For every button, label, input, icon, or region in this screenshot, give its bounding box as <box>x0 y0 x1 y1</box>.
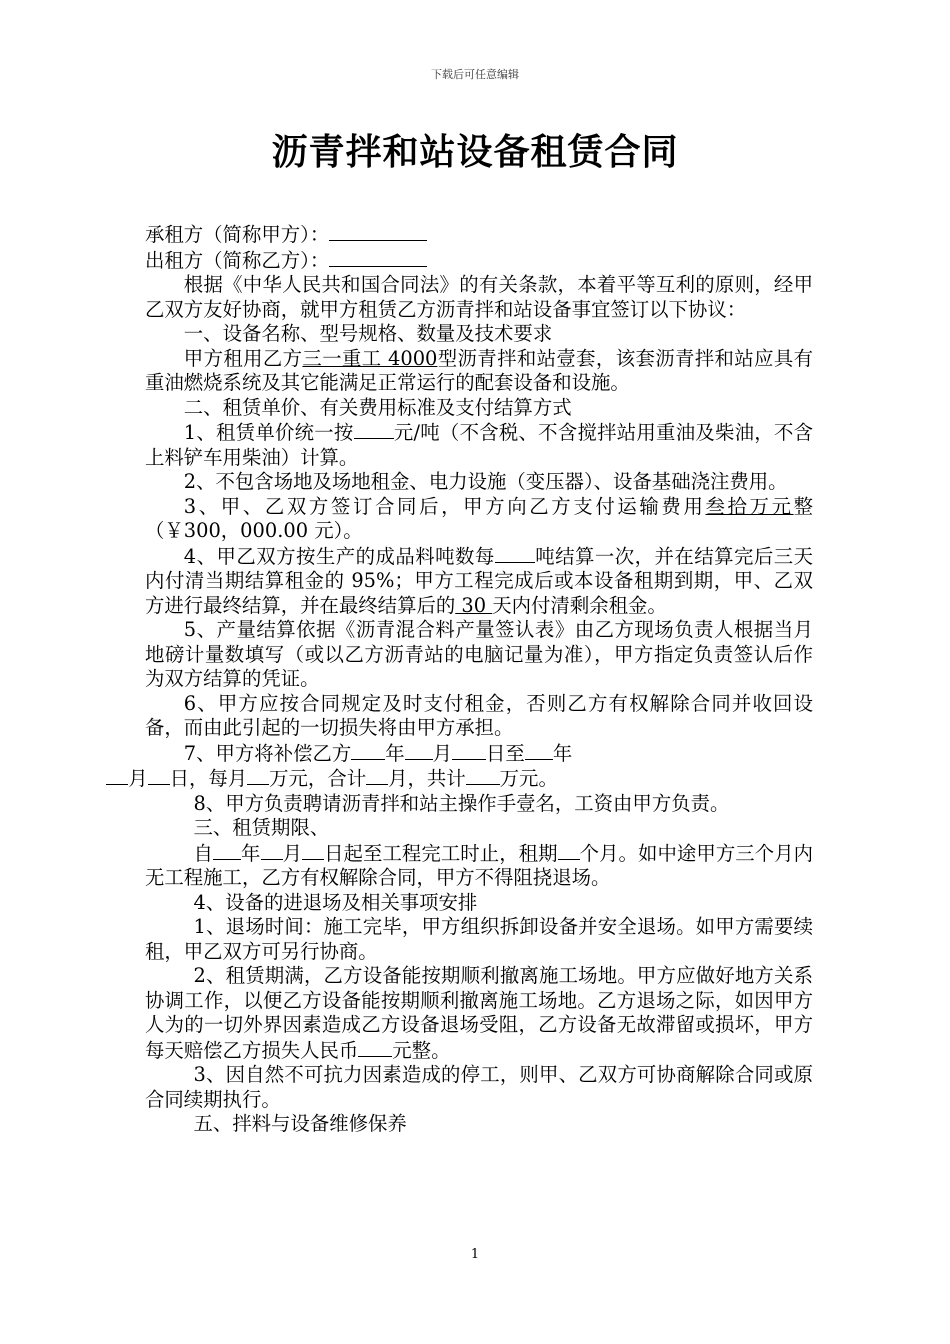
months-blank <box>366 766 388 785</box>
section-4-heading: 4、设备的进退场及相关事项安排 <box>193 890 478 914</box>
header-note: 下载后可任意编辑 <box>431 68 519 81</box>
section-4-item-2 <box>145 964 813 1063</box>
text-run: 自 <box>193 841 213 865</box>
text-run: 整（￥300，000.00 元）。 <box>145 494 813 542</box>
text-run: 元整。 <box>392 1038 451 1062</box>
equipment-model: 三一重工 4000 <box>302 346 438 370</box>
date-blank <box>351 741 385 760</box>
text-run: 年 <box>240 841 261 865</box>
unit-price-blank <box>354 420 394 439</box>
text-run: 月，共计 <box>388 767 466 790</box>
section-1-paragraph <box>145 347 813 396</box>
tonnage-blank <box>495 544 535 563</box>
text-run: 吨结算一次，并在结算完后三天内付清当期结算租金的 95%；甲方工程完成后或本设备租期到期，甲、乙双方进行最终结算，并在最终结算后的 <box>145 544 813 617</box>
text-run: 7、甲方将补偿乙方 <box>183 741 352 765</box>
text-run: 日起至工程完工时止，租期 <box>324 841 558 865</box>
text-run: 4、甲乙双方按生产的成品料吨数每 <box>183 544 495 568</box>
page-number: 1 <box>470 1247 480 1262</box>
transport-fee-amount: 叁拾万元 <box>705 494 794 518</box>
lessor-label: 出租方（简称乙方）： <box>145 248 330 272</box>
section-4-item-1: 1、退场时间：施工完毕，甲方组织拆卸设备并安全退场。如甲方需要续租，甲乙双方可另行协商。 <box>145 915 813 963</box>
date-blank <box>213 841 241 860</box>
months-blank <box>558 841 580 860</box>
text-run: 月 <box>282 841 303 865</box>
section-1-heading: 一、设备名称、型号规格、数量及技术要求 <box>183 322 553 345</box>
section-2-item-8: 8、甲方负责聘请沥青拌和站主操作手壹名，工资由甲方负责。 <box>193 791 730 815</box>
text-run: 甲方租用乙方 <box>183 346 303 370</box>
text-run: 日，每月 <box>169 767 248 790</box>
text-run: 月 <box>128 767 148 790</box>
section-3-heading: 三、租赁期限、 <box>193 816 330 839</box>
date-blank <box>261 841 283 860</box>
section-2-item-2: 2、不包含场地及场地租金、电力设施（变压器）、设备基础浇注费用。 <box>183 470 788 493</box>
date-blank <box>302 841 324 860</box>
section-2-item-7 <box>128 741 813 792</box>
lessor-line <box>145 248 813 274</box>
section-2-item-1 <box>145 420 813 470</box>
section-2-item-6: 6、甲方应按合同规定及时支付租金，否则乙方有权解除合同并收回设备，而由此引起的一切损失将由甲方承担。 <box>145 691 813 739</box>
text-run: 型沥青拌和站壹套，该套沥青拌和站应具有重油燃烧系统及其它能满足正常运行的配套设备和设施。 <box>145 346 814 394</box>
section-3-paragraph <box>145 841 813 891</box>
date-blank <box>106 766 128 785</box>
text-run: 年 <box>552 741 573 765</box>
lessor-blank <box>329 248 427 267</box>
text-run: 月 <box>432 741 453 765</box>
text-run: 元/吨（不含税、不含搅拌站用重油及柴油，不含上料铲车用柴油）计算。 <box>145 421 813 469</box>
document-title: 沥青拌和站设备租赁合同 <box>271 131 679 173</box>
settlement-days: 30 <box>455 593 493 617</box>
lessee-blank <box>329 222 427 241</box>
amount-blank <box>247 766 269 785</box>
text-run: 个月。如中途甲方三个月内无工程施工，乙方有权解除合同，甲方不得阻挠退场。 <box>145 841 814 889</box>
text-run: 日至 <box>486 741 525 765</box>
text-run: 天内付清剩余租金。 <box>492 593 667 617</box>
text-run: 万元。 <box>499 767 558 790</box>
section-5-heading: 五、拌料与设备维修保养 <box>193 1112 407 1135</box>
text-run: 万元，合计 <box>269 767 367 790</box>
section-2-item-3 <box>145 495 813 544</box>
intro-paragraph: 根据《中华人民共和国合同法》的有关条款，本着平等互利的原则，经甲乙双方友好协商，就甲方租赁乙方沥青拌和站设备事宜签订以下协议： <box>145 273 813 321</box>
section-2-item-5: 5、产量结算依据《沥青混合料产量签认表》由乙方现场负责人根据当月地磅计量数填写（或以乙方沥青站的电脑记量为准），甲方指定负责签认后作为双方结算的凭证。 <box>145 618 813 690</box>
total-blank <box>466 766 500 785</box>
contract-body <box>128 222 814 1137</box>
section-4-item-3: 3、因自然不可抗力因素造成的停工，则甲、乙双方可协商解除合同或原合同续期执行。 <box>145 1063 813 1111</box>
date-blank <box>452 741 486 760</box>
section-2-heading: 二、租赁单价、有关费用标准及支付结算方式 <box>183 395 572 419</box>
lessee-line <box>145 222 813 248</box>
compensation-blank <box>358 1038 392 1057</box>
section-2-item-4 <box>145 544 813 619</box>
date-blank <box>525 741 553 760</box>
text-run: 2、租赁期满，乙方设备能按期顺利撤离施工场地。甲方应做好地方关系协调工作，以便乙方设备能按期顺利撤离施工场地。乙方退场之际，如因甲方人为的一切外界因素造成乙方设备退场受阻，乙方设备无故滞留或损坏，甲方每天赔偿乙方损失人民币 <box>145 964 813 1062</box>
date-blank <box>148 766 170 785</box>
text-run: 3、甲、乙双方签订合同后，甲方向乙方支付运输费用 <box>183 494 706 518</box>
lessee-label: 承租方（简称甲方）： <box>145 223 330 246</box>
text-run: 1、租赁单价统一按 <box>183 421 354 444</box>
text-run: 年 <box>385 741 405 765</box>
date-blank <box>405 741 433 760</box>
